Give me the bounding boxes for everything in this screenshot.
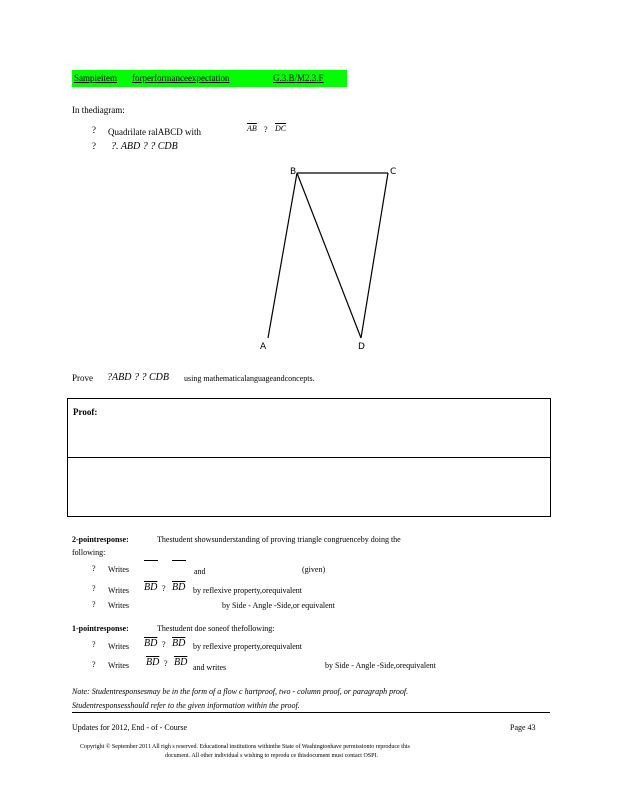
one-point-seg-bd-1: $\overline{BD}$ — [144, 638, 158, 649]
prove-word: Prove — [72, 373, 93, 383]
one-point-congruent-2: ? — [164, 659, 168, 668]
segment-cd-line — [361, 173, 388, 338]
two-point-and: and — [194, 567, 206, 576]
prove-statement: ?ABD ? ? CDB — [107, 372, 169, 383]
banner-code: G.3.B/M2.3.F — [273, 73, 324, 83]
performance-expectation-banner — [72, 70, 347, 87]
footer-updates: Updates for 2012, End - of - Course — [72, 723, 188, 732]
prove-tail: using mathematicalanguageandconcepts. — [184, 374, 315, 383]
intro-text: In thediagram: — [72, 105, 125, 115]
segment-bd-line — [297, 173, 361, 338]
two-point-seg-bd-2: $\overline{BD}$ — [172, 582, 186, 593]
banner-performance-expectation: forperformanceexpectation — [132, 73, 230, 83]
footer-page-number: Page 43 — [510, 723, 536, 732]
one-point-sas: by Side - Angle -Side,orequivalent — [325, 661, 436, 670]
segment-dc: $\overline{DC}$ — [275, 124, 287, 133]
quadrilateral-diagram — [255, 160, 405, 355]
parallel-symbol: ? — [264, 125, 268, 134]
two-point-writes-1: Writes — [108, 565, 130, 574]
proof-box[interactable] — [67, 398, 551, 517]
given-quadrilateral: Quadrilate ralABCD with — [108, 127, 201, 137]
footer-copyright-line-2: document. All other individual s wishing to reprodu ce thisdocument must contact OSPI. — [165, 753, 378, 759]
two-point-intro-cont: following: — [72, 548, 106, 557]
one-point-writes-1: Writes — [108, 642, 130, 651]
one-point-and-writes: and writes — [193, 663, 227, 672]
two-point-intro: Thestudent showsunderstanding of proving triangle congruenceby doing the — [157, 535, 401, 544]
two-point-bullet-3: ? — [92, 600, 96, 609]
segment-ab-line — [268, 173, 297, 338]
note-underline — [72, 712, 550, 713]
note-line-2: Studentresponsesshould refer to the given information within the proof. — [72, 701, 300, 710]
note-line-1: Note: Studentresponsesmay be in the form of a flow c hartproof, two - column proof, or paragraph proof. — [72, 687, 409, 696]
one-point-bullet-2: ? — [92, 660, 96, 669]
one-point-bullet-1: ? — [92, 640, 96, 649]
proof-label: Proof: — [73, 407, 98, 417]
two-point-congruent-1: ? — [162, 584, 166, 593]
two-point-bullet-2: ? — [92, 584, 96, 593]
blank-segment-1 — [144, 560, 158, 561]
blank-segment-2 — [172, 560, 186, 561]
one-point-congruent-1: ? — [162, 640, 166, 649]
two-point-writes-2: Writes — [108, 586, 130, 595]
vertex-c: C — [390, 167, 397, 177]
segment-ab: $\overline{AB}$ — [247, 124, 257, 133]
two-point-sas: by Side - Angle -Side,or equivalent — [222, 601, 335, 610]
given-bullet-1: ? — [92, 125, 96, 135]
two-point-given: (given) — [302, 565, 326, 574]
vertex-d: D — [358, 342, 365, 352]
one-point-writes-2: Writes — [108, 661, 130, 670]
vertex-b: B — [290, 167, 297, 177]
two-point-seg-bd-1: $\overline{BD}$ — [144, 582, 158, 593]
one-point-heading: 1-pointresponse: — [72, 624, 129, 633]
footer-copyright-line-1: Copyright © September 2011 All righ s reserved. Educational institutions withinthe State of Washingtonhave permissionto reproduce this — [80, 744, 410, 750]
two-point-heading: 2-pointresponse: — [72, 535, 129, 544]
proof-box-divider — [68, 457, 550, 458]
banner-sample-item: Sampleitem — [74, 73, 117, 83]
two-point-reflexive: by reflexive property,orequivalent — [193, 586, 302, 595]
two-point-bullet-1: ? — [92, 564, 96, 573]
one-point-seg-bd-3: $\overline{BD}$ — [146, 657, 160, 668]
one-point-intro: Thestudent doe soneof thefollowing: — [157, 624, 275, 633]
vertex-a: A — [260, 342, 267, 352]
one-point-seg-bd-2: $\overline{BD}$ — [172, 638, 186, 649]
one-point-seg-bd-4: $\overline{BD}$ — [174, 657, 188, 668]
given-angles: ?. ABD ? ? CDB — [111, 141, 178, 152]
one-point-reflexive: by reflexive property,orequivalent — [193, 642, 302, 651]
given-bullet-2: ? — [92, 141, 96, 151]
two-point-writes-3: Writes — [108, 601, 130, 610]
